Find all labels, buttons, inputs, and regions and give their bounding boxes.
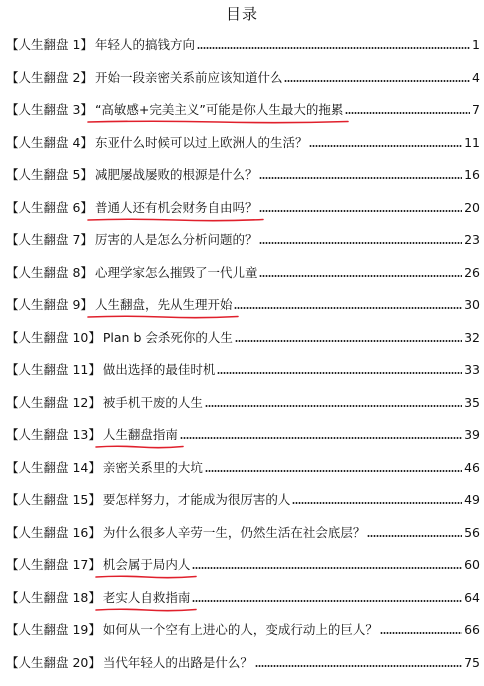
toc-entry-page-number: 11 [464,134,480,152]
toc-entry-page-number: 20 [464,199,480,217]
dot-leader [235,338,462,344]
dot-leader [197,45,470,51]
toc-entry[interactable] [6,101,480,134]
dot-leader [192,598,462,604]
red-underline-mark [95,606,197,614]
dot-leader [292,500,462,506]
toc-entry-title: 开始一段亲密关系前应该知道什么 [93,69,283,87]
toc-entry[interactable] [6,556,480,589]
toc-entry-page-number: 23 [464,231,480,249]
toc-entry-title: 要怎样努力，才能成为很厉害的人 [101,491,291,509]
toc-entry-label: 【人生翻盘 11】 [6,361,101,379]
toc-entry[interactable] [6,166,480,199]
toc-entry-title: 当代年轻人的出路是什么？ [101,654,253,672]
toc-entry-page-number: 33 [464,361,480,379]
toc-entry-page-number: 49 [464,491,480,509]
toc-entry[interactable] [6,264,480,297]
toc-entry-page-number: 56 [464,524,480,542]
toc-entry-page-number: 16 [464,166,480,184]
toc-entry-label: 【人生翻盘 1】 [6,36,93,54]
dot-leader [284,78,470,84]
toc-entry-title: 做出选择的最佳时机 [101,361,216,379]
red-underline-mark [87,118,349,126]
toc-entry-page-number: 35 [464,394,480,412]
toc-entry-label: 【人生翻盘 12】 [6,394,101,412]
toc-entry[interactable] [6,459,480,492]
dot-leader [259,175,462,181]
toc-entry-title: 心理学家怎么摧毁了一代儿童 [93,264,258,282]
dot-leader [180,435,462,441]
dot-leader [205,403,462,409]
dot-leader [259,208,462,214]
toc-entry[interactable] [6,394,480,427]
toc-entry-label: 【人生翻盘 18】 [6,589,101,607]
toc-entry-label: 【人生翻盘 17】 [6,556,101,574]
toc-entry-label: 【人生翻盘 13】 [6,426,101,444]
toc-entry-title: 减肥屡战屡败的根源是什么？ [93,166,258,184]
toc-entry-title: 如何从一个空有上进心的人，变成行动上的巨人？ [101,621,378,639]
toc-entry-page-number: 32 [464,329,480,347]
toc-entry-page-number: 30 [464,296,480,314]
toc-entry[interactable] [6,329,480,362]
toc-title: 目录 [0,4,484,24]
toc-entry-label: 【人生翻盘 5】 [6,166,93,184]
toc-entry-page-number: 4 [472,69,480,87]
toc-entry-title: “高敏感+完美主义”可能是你人生最大的拖累 [93,101,343,119]
toc-entry-label: 【人生翻盘 20】 [6,654,101,672]
toc-entry[interactable] [6,199,480,232]
toc-entry[interactable] [6,134,480,167]
toc-entry-label: 【人生翻盘 4】 [6,134,93,152]
dot-leader [234,305,462,311]
red-underline-mark [87,313,239,321]
toc-entry[interactable] [6,426,480,459]
toc-entry-page-number: 64 [464,589,480,607]
dot-leader [217,370,462,376]
toc-entry-title: 人生翻盘，先从生理开始 [93,296,233,314]
toc-entry-title: 年轻人的搞钱方向 [93,36,195,54]
dot-leader [367,533,462,539]
toc-entry-label: 【人生翻盘 8】 [6,264,93,282]
toc-entry-title: 为什么很多人辛劳一生，仍然生活在社会底层？ [101,524,366,542]
toc-entry[interactable] [6,524,480,557]
toc-entry-label: 【人生翻盘 16】 [6,524,101,542]
toc-entry-title: 东亚什么时候可以过上欧洲人的生活？ [93,134,308,152]
toc-entry-page-number: 66 [464,621,480,639]
toc-entry-label: 【人生翻盘 7】 [6,231,93,249]
toc-entry-page-number: 39 [464,426,480,444]
toc-entry[interactable] [6,361,480,394]
toc-entry[interactable] [6,491,480,524]
red-underline-mark [95,573,197,581]
red-underline-mark [95,443,184,451]
toc-entry-label: 【人生翻盘 10】 [6,329,101,347]
toc-entry-title: 机会属于局内人 [101,556,191,574]
toc-entry-label: 【人生翻盘 6】 [6,199,93,217]
dot-leader [380,630,462,636]
toc-entry-title: 亲密关系里的大坑 [101,459,203,477]
toc-entry-title: Plan b 会杀死你的人生 [101,329,233,347]
toc-list [6,36,480,686]
toc-entry-label: 【人生翻盘 15】 [6,491,101,509]
toc-entry-title: 被手机干废的人生 [101,394,203,412]
toc-entry[interactable] [6,654,480,686]
toc-entry[interactable] [6,69,480,102]
toc-entry-label: 【人生翻盘 2】 [6,69,93,87]
red-underline-mark [87,216,264,224]
toc-entry-label: 【人生翻盘 19】 [6,621,101,639]
toc-entry-title: 厉害的人是怎么分析问题的？ [93,231,258,249]
toc-entry[interactable] [6,36,480,69]
dot-leader [259,273,462,279]
toc-entry-page-number: 7 [472,101,480,119]
toc-entry-label: 【人生翻盘 9】 [6,296,93,314]
toc-entry-page-number: 26 [464,264,480,282]
dot-leader [309,143,462,149]
toc-entry[interactable] [6,296,480,329]
toc-entry[interactable] [6,589,480,622]
toc-entry-page-number: 1 [472,36,480,54]
toc-entry[interactable] [6,621,480,654]
dot-leader [192,565,462,571]
toc-entry-page-number: 75 [464,654,480,672]
dot-leader [345,110,470,116]
toc-entry-label: 【人生翻盘 3】 [6,101,93,119]
toc-entry-title: 人生翻盘指南 [101,426,178,444]
toc-entry[interactable] [6,231,480,264]
toc-entry-label: 【人生翻盘 14】 [6,459,101,477]
toc-entry-page-number: 46 [464,459,480,477]
toc-entry-page-number: 60 [464,556,480,574]
toc-entry-title: 老实人自救指南 [101,589,191,607]
toc-entry-title: 普通人还有机会财务自由吗？ [93,199,258,217]
dot-leader [259,240,462,246]
dot-leader [205,468,462,474]
dot-leader [255,663,462,669]
